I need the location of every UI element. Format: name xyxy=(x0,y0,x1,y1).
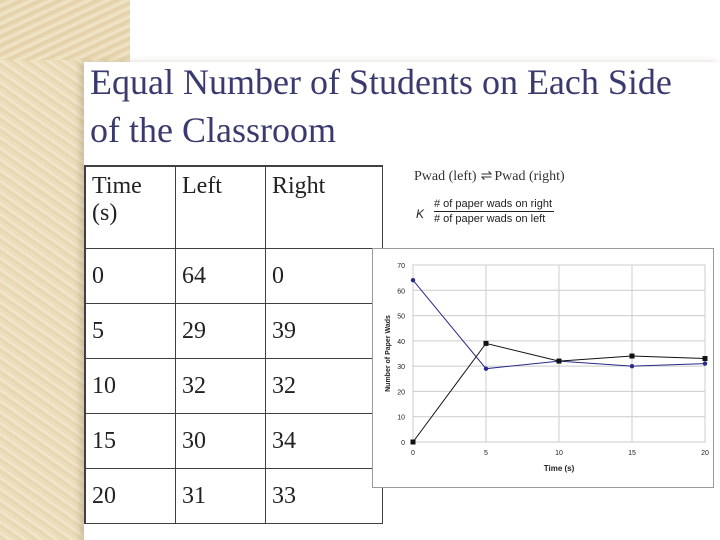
cell-right: 39 xyxy=(266,304,383,359)
y-tick-label: 20 xyxy=(397,389,405,397)
data-point-square xyxy=(411,440,416,445)
header-left: Left xyxy=(176,166,266,249)
cell-time: 5 xyxy=(85,304,176,359)
x-tick-label: 0 xyxy=(411,450,415,457)
table-header-row xyxy=(85,166,383,249)
y-tick-label: 0 xyxy=(401,440,405,447)
header-right: Right xyxy=(266,166,383,249)
y-tick-label: 30 xyxy=(397,364,405,372)
x-tick-label: 10 xyxy=(555,450,563,457)
equilibrium-arrows-icon: ⇌ xyxy=(480,169,491,184)
data-point-square xyxy=(557,359,562,364)
data-point-circle xyxy=(484,366,488,370)
table-row xyxy=(85,414,383,469)
table-row xyxy=(85,304,383,359)
line-chart xyxy=(372,248,714,488)
k-denominator: # of paper wads on left xyxy=(434,213,546,225)
cell-right: 0 xyxy=(266,249,383,304)
data-point-square xyxy=(630,354,635,359)
x-tick-label: 5 xyxy=(484,450,488,457)
cell-time: 10 xyxy=(85,359,176,414)
cell-left: 31 xyxy=(176,469,266,524)
cell-left: 64 xyxy=(176,249,266,304)
y-tick-label: 60 xyxy=(397,288,405,296)
k-fraction xyxy=(434,198,554,225)
k-symbol: K xyxy=(416,207,425,221)
y-tick-label: 70 xyxy=(397,263,405,270)
cell-left: 29 xyxy=(176,304,266,359)
table-row xyxy=(85,469,383,524)
cell-time: 15 xyxy=(85,414,176,469)
cell-time: 0 xyxy=(85,249,176,304)
data-point-square xyxy=(484,341,489,346)
k-numerator: # of paper wads on right xyxy=(434,198,553,210)
slide-title: Equal Number of Students on Each Side of the Classroom xyxy=(90,62,672,150)
table-row xyxy=(85,359,383,414)
chart-svg xyxy=(373,249,713,487)
data-table xyxy=(84,165,383,524)
x-axis-label: Time (s) xyxy=(543,464,575,473)
y-tick-label: 40 xyxy=(397,338,405,346)
y-tick-label: 50 xyxy=(397,313,405,321)
equilibrium-equation xyxy=(414,168,565,185)
y-tick-label: 10 xyxy=(397,414,405,422)
x-tick-label: 20 xyxy=(701,450,709,457)
parchment-top-edge xyxy=(0,0,130,60)
cell-right: 32 xyxy=(266,359,383,414)
equation-right: Pwad (right) xyxy=(494,169,565,184)
cell-right: 33 xyxy=(266,469,383,524)
data-point-circle xyxy=(411,278,415,282)
table-row xyxy=(85,249,383,304)
data-point-square xyxy=(703,356,708,361)
cell-time: 20 xyxy=(85,469,176,524)
cell-left: 30 xyxy=(176,414,266,469)
cell-left: 32 xyxy=(176,359,266,414)
x-tick-label: 15 xyxy=(628,450,636,457)
cell-right: 34 xyxy=(266,414,383,469)
data-point-circle xyxy=(630,364,634,368)
equation-left: Pwad (left) xyxy=(414,169,477,184)
data-point-circle xyxy=(703,361,707,365)
y-axis-label: Number of Paper Wads xyxy=(385,315,392,392)
header-time: Time (s) xyxy=(85,166,176,249)
